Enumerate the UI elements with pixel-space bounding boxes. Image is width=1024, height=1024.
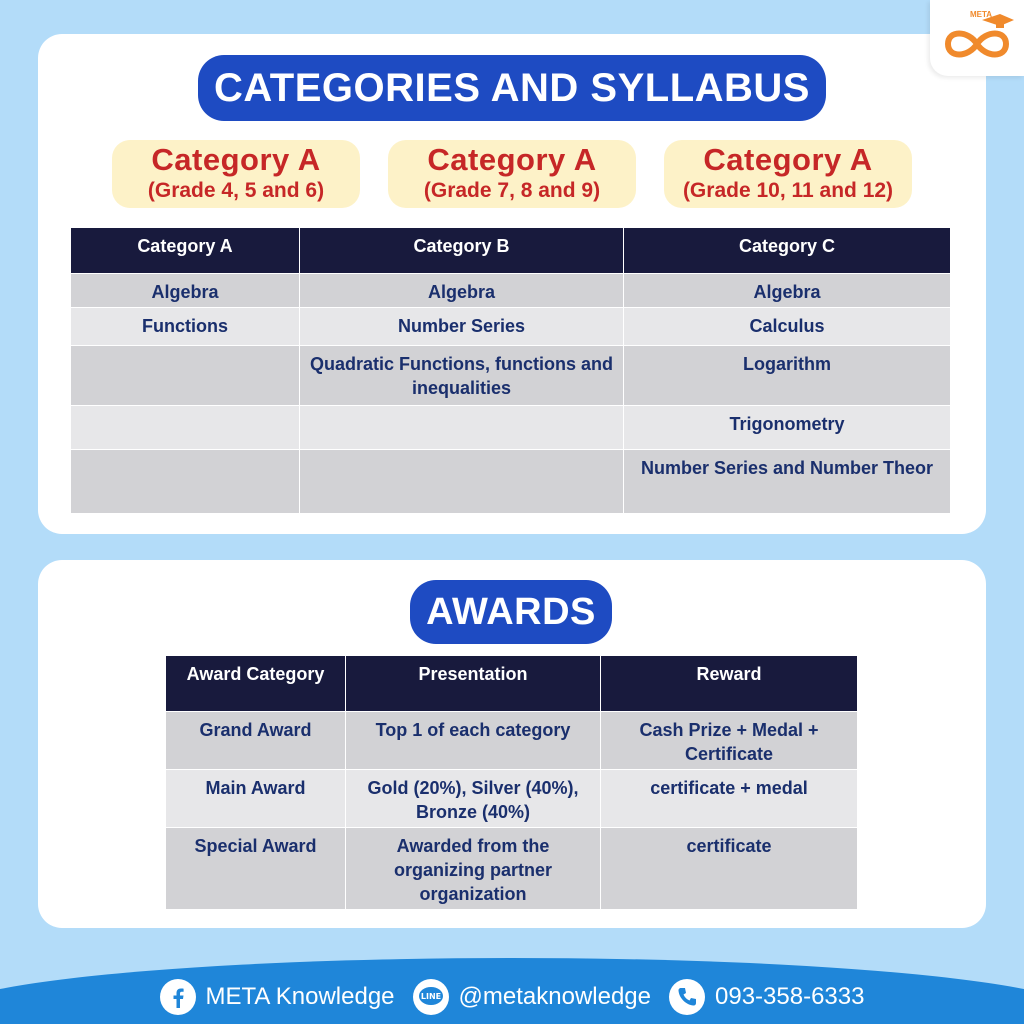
table-header-row (166, 656, 858, 712)
footer (0, 970, 1024, 1024)
table-row (71, 346, 951, 406)
column-header: Category B (300, 228, 624, 274)
awards-title: AWARDS (410, 580, 612, 644)
table-row (71, 450, 951, 514)
table-cell: Algebra (624, 274, 951, 308)
line-icon-text: LINE (420, 992, 441, 1001)
table-cell (71, 450, 300, 514)
phone-link[interactable] (669, 979, 864, 1015)
table-cell (300, 406, 624, 450)
column-header: Category C (624, 228, 951, 274)
column-header: Reward (601, 656, 858, 712)
table-cell: Trigonometry (624, 406, 951, 450)
table-cell: certificate + medal (601, 770, 858, 828)
table-cell: Main Award (166, 770, 346, 828)
table-cell (300, 450, 624, 514)
table-cell: Awarded from the organizing partner organization (346, 828, 601, 910)
table-cell: Gold (20%), Silver (40%), Bronze (40%) (346, 770, 601, 828)
table-row (166, 828, 858, 910)
table-cell (71, 346, 300, 406)
table-cell: Cash Prize + Medal + Certificate (601, 712, 858, 770)
category-pill-1 (112, 140, 360, 208)
table-cell: Special Award (166, 828, 346, 910)
category-pill-name: Category A (427, 142, 597, 177)
category-pill-3 (664, 140, 912, 208)
line-link[interactable] (413, 979, 651, 1015)
table-cell: Calculus (624, 308, 951, 346)
table-cell (71, 406, 300, 450)
table-cell: Functions (71, 308, 300, 346)
syllabus-table (70, 227, 951, 514)
table-cell: Grand Award (166, 712, 346, 770)
column-header: Award Category (166, 656, 346, 712)
table-cell: certificate (601, 828, 858, 910)
category-pill-name: Category A (151, 142, 321, 177)
table-cell: Logarithm (624, 346, 951, 406)
table-header-row (71, 228, 951, 274)
table-row (166, 770, 858, 828)
logo-brand-text: META (970, 10, 993, 19)
table-row (71, 274, 951, 308)
table-cell: Top 1 of each category (346, 712, 601, 770)
table-cell: Algebra (300, 274, 624, 308)
table-row (71, 308, 951, 346)
table-row (71, 406, 951, 450)
table-cell: Number Series and Number Theor (624, 450, 951, 514)
facebook-label: META Knowledge (205, 983, 395, 1010)
category-pill-2 (388, 140, 636, 208)
category-pill-name: Category A (703, 142, 873, 177)
page-title: CATEGORIES AND SYLLABUS (198, 55, 826, 121)
table-cell: Quadratic Functions, functions and inequalities (300, 346, 624, 406)
phone-label: 093-358-6333 (715, 983, 865, 1010)
awards-table (165, 655, 858, 910)
column-header: Presentation (346, 656, 601, 712)
line-label: @metaknowledge (458, 983, 651, 1010)
meta-logo (930, 0, 1024, 76)
category-pill-grades: (Grade 10, 11 and 12) (682, 179, 894, 202)
line-chat-icon (413, 979, 449, 1015)
table-cell: Number Series (300, 308, 624, 346)
phone-icon (669, 979, 705, 1015)
category-pill-grades: (Grade 4, 5 and 6) (147, 179, 325, 202)
table-cell: Algebra (71, 274, 300, 308)
category-pill-grades: (Grade 7, 8 and 9) (423, 179, 601, 202)
table-row (166, 712, 858, 770)
facebook-link[interactable] (160, 979, 395, 1015)
column-header: Category A (71, 228, 300, 274)
facebook-icon (160, 979, 196, 1015)
